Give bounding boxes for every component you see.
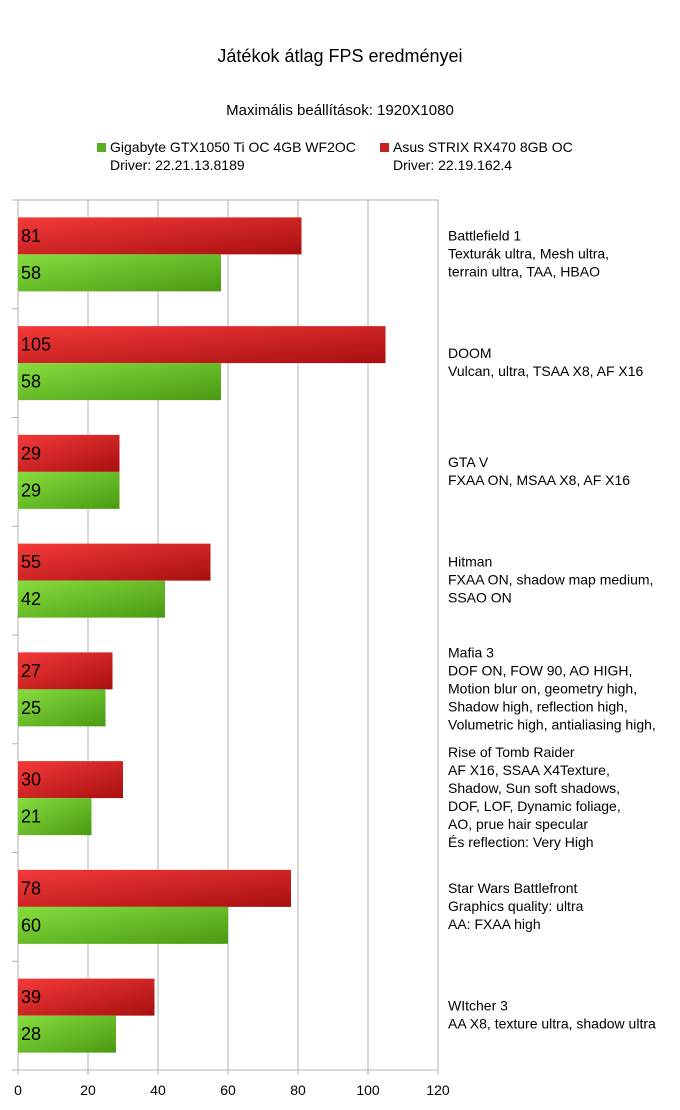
legend-label-gigabyte: Gigabyte GTX1050 Ti OC 4GB WF2OC (110, 139, 356, 155)
data-label: 105 (21, 334, 52, 355)
x-tick-label: 60 (220, 1082, 236, 1098)
category-label-line: terrain ultra, TAA, HBAO (448, 263, 600, 280)
legend-driver-gigabyte: Driver: 22.21.13.8189 (110, 157, 245, 173)
category-label-line: GTA V (448, 453, 489, 470)
category-label-line: Battlefield 1 (448, 227, 522, 244)
category-label-line: Volumetric high, antialiasing high, (448, 716, 656, 733)
category-label-line: DOF ON, FOW 90, AO HIGH, (448, 662, 633, 679)
bar (18, 363, 221, 400)
data-label: 60 (21, 915, 42, 936)
category-label-line: Graphics quality: ultra (448, 897, 584, 914)
data-label: 29 (21, 443, 42, 464)
bar (18, 217, 302, 254)
category-label-line: És reflection: Very High (448, 834, 594, 851)
bar-layer (18, 217, 386, 1052)
category-label-line: FXAA ON, shadow map medium, (448, 571, 654, 588)
data-label: 42 (21, 589, 42, 610)
bar (18, 544, 211, 581)
category-label-line: Texturák ultra, Mesh ultra, (448, 245, 610, 262)
data-label: 28 (21, 1024, 42, 1045)
x-tick-label: 120 (426, 1082, 450, 1098)
bar (18, 870, 291, 907)
category-label-line: Motion blur on, geometry high, (448, 680, 638, 697)
x-tick-label: 80 (290, 1082, 306, 1098)
data-label: 81 (21, 225, 42, 246)
chart-title: Játékok átlag FPS eredményei (217, 46, 463, 66)
category-label (448, 227, 609, 279)
bar (18, 326, 386, 363)
category-label-line: Rise of Tomb Raider (448, 744, 575, 761)
x-tick-label: 100 (356, 1082, 380, 1098)
data-label: 39 (21, 987, 42, 1008)
chart-subtitle: Maximális beállítások: 1920X1080 (226, 102, 454, 119)
category-label-line: DOOM (448, 345, 492, 362)
category-label-line: AA X8, texture ultra, shadow ultra (448, 1015, 656, 1032)
data-label: 21 (21, 806, 42, 827)
category-label-line: Vulcan, ultra, TSAA X8, AF X16 (448, 363, 644, 380)
category-label-line: SSAO ON (448, 589, 512, 606)
category-label-line: FXAA ON, MSAA X8, AF X16 (448, 471, 631, 488)
bar (18, 907, 228, 944)
category-label-line: AA: FXAA high (448, 915, 541, 932)
category-label-line: AF X16, SSAA X4Texture, (448, 762, 610, 779)
data-label: 27 (21, 660, 42, 681)
legend-driver-asus: Driver: 22.19.162.4 (393, 157, 513, 173)
x-tick-label: 20 (80, 1082, 96, 1098)
axis-layer (14, 1070, 450, 1098)
category-label-line: Hitman (448, 553, 493, 570)
category-label (448, 744, 621, 850)
x-tick-label: 40 (150, 1082, 166, 1098)
category-label (448, 454, 630, 488)
data-label: 30 (21, 769, 42, 790)
category-label-line: Shadow, Sun soft shadows, (448, 780, 620, 797)
data-label: 25 (21, 697, 42, 718)
category-label-line: WItcher 3 (448, 997, 508, 1014)
data-label: 55 (21, 552, 42, 573)
category-label (448, 880, 584, 932)
data-label: 58 (21, 371, 42, 392)
data-label: 29 (21, 480, 42, 501)
category-label (448, 998, 656, 1032)
category-label (448, 345, 644, 379)
legend-label-asus: Asus STRIX RX470 8GB OC (393, 139, 573, 155)
data-label: 58 (21, 262, 42, 283)
data-label: 78 (21, 878, 42, 899)
category-label-line: DOF, LOF, Dynamic foliage, (448, 798, 621, 815)
x-tick-label: 0 (14, 1082, 22, 1098)
category-label-line: Mafia 3 (448, 644, 494, 661)
category-label (448, 554, 653, 606)
category-label (448, 644, 656, 732)
category-label-line: Shadow high, reflection high, (448, 698, 628, 715)
category-label-line: AO, prue hair specular (448, 816, 589, 833)
bar (18, 254, 221, 291)
category-label-line: Star Wars Battlefront (448, 879, 578, 896)
